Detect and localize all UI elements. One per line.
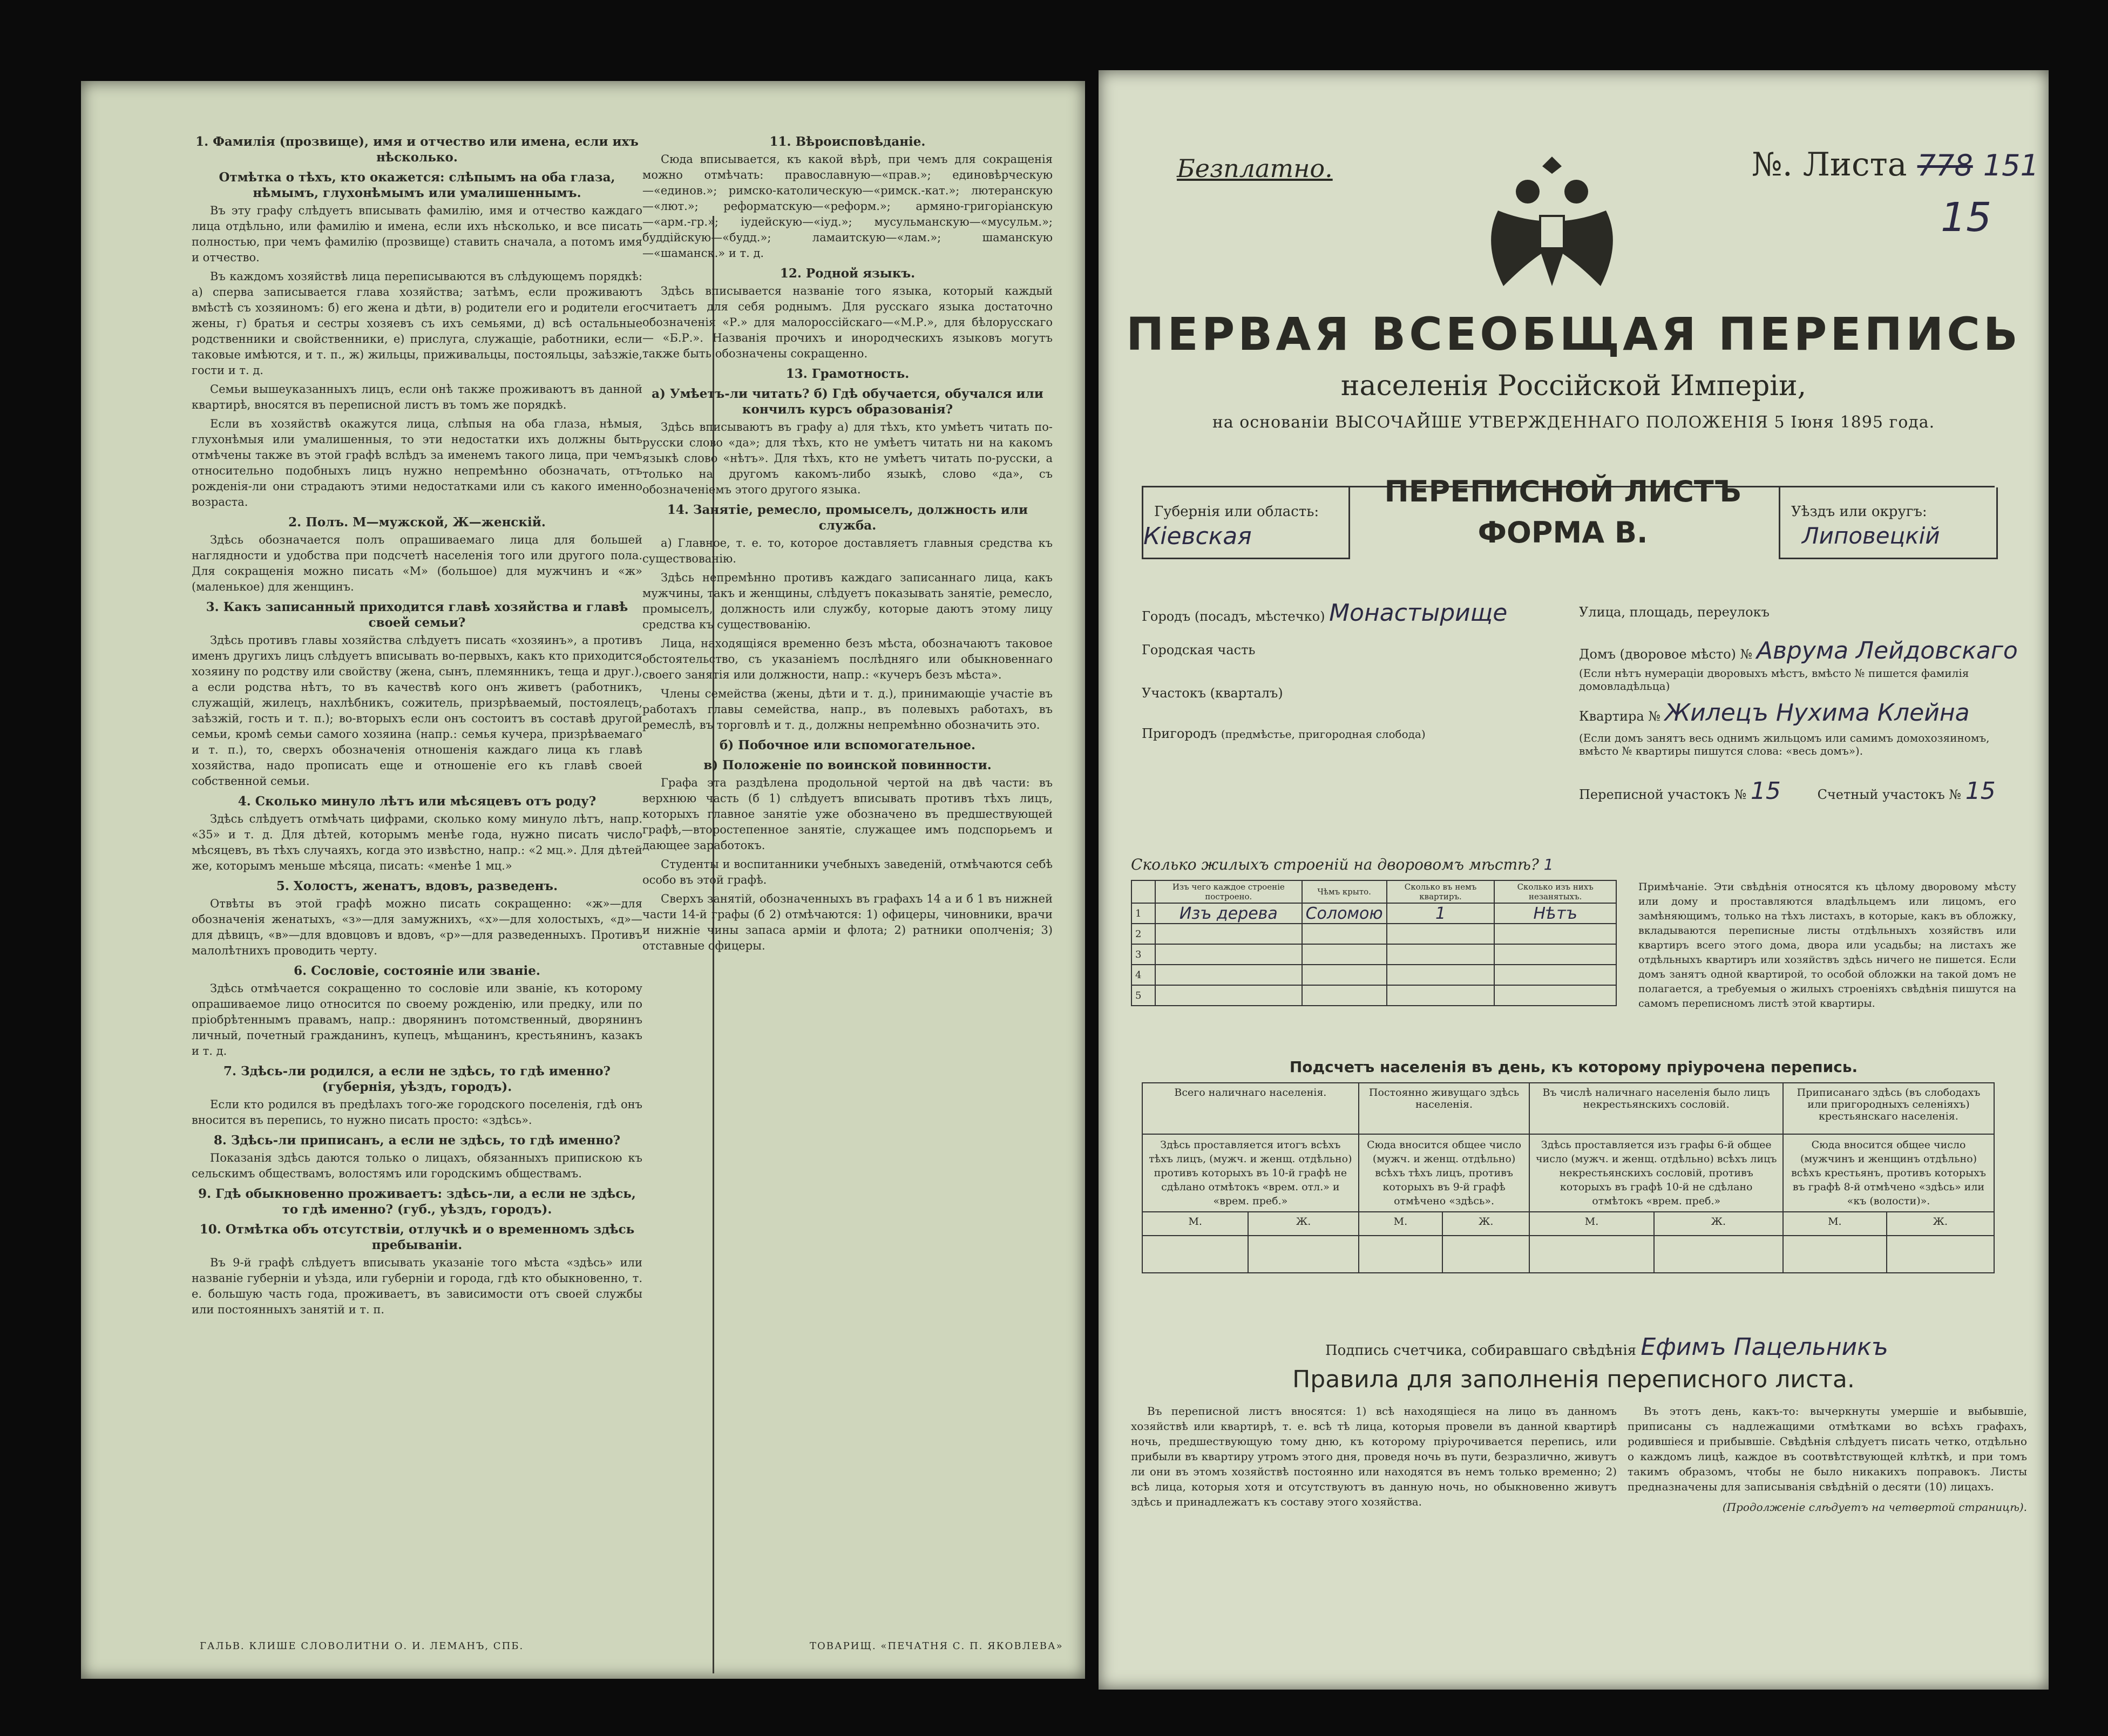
population-male-label: М. — [1783, 1212, 1887, 1236]
population-male-value — [1529, 1236, 1653, 1273]
population-column-header: Постоянно живущаго здѣсь населенія. — [1359, 1083, 1530, 1134]
bld-header-material: Изъ чего каждое строеніе построено. — [1155, 880, 1302, 903]
building-flats-cell — [1387, 985, 1495, 1006]
district-numbers — [1579, 777, 1996, 805]
population-female-label: Ж. — [1654, 1212, 1783, 1236]
bld-header-vacant: Сколько изъ нихъ незанятыхъ. — [1494, 880, 1616, 903]
building-n-cell: 2 — [1131, 924, 1155, 944]
population-table — [1142, 1082, 1995, 1273]
instruction-heading: Отмѣтка о тѣхъ, кто окажется: слѣпымъ на оба глаза, нѣмымъ, глухонѣмымъ или умалишеннымъ. — [219, 170, 615, 200]
signature-value: Ефимъ Пацельникъ — [1641, 1333, 1888, 1361]
rules-column-a — [1131, 1403, 1617, 1509]
instruction-paragraph: Въ эту графу слѣдуетъ вписывать фамилію, имя и отчество каждаго лица отдѣльно, или фамилію и имена, если ихъ нѣсколько, и все писать полностью, при чемъ фамилію (прозвище) ставить сначала, а потомъ имя и отчество. — [192, 204, 642, 264]
table-row — [1131, 944, 1616, 965]
population-female-value — [1887, 1236, 1994, 1273]
count-district-value: 15 — [1965, 777, 1996, 805]
instruction-heading: 3. Какъ записанный приходится главѣ хозяйства и главѣ своей семьи? — [206, 600, 628, 630]
instruction-heading: 9. Гдѣ обыкновенно проживаетъ: здѣсь-ли, а если не здѣсь, то гдѣ именно? (губ., уѣздъ, городъ). — [198, 1186, 636, 1217]
instruction-heading: 4. Сколько минуло лѣтъ или мѣсяцевъ отъ роду? — [238, 794, 597, 809]
instruction-heading: 1. Фамилія (прозвище), имя и отчество или имена, если ихъ нѣсколько. — [195, 134, 639, 165]
population-female-value — [1442, 1236, 1529, 1273]
instruction-paragraph: Семьи вышеуказанныхъ лицъ, если онѣ также проживаютъ въ данной квартирѣ, вносятся въ переписной листъ въ томъ же порядкѣ. — [192, 383, 642, 411]
instruction-heading: 10. Отмѣтка объ отсутствіи, отлучкѣ и о временномъ здѣсь пребываніи. — [199, 1222, 635, 1252]
building-material-cell: Изъ дерева — [1155, 903, 1302, 924]
gubernia-value: Кіевская — [1143, 523, 1252, 550]
city-field — [1142, 599, 1507, 627]
instruction-heading: 12. Родной языкъ. — [780, 266, 916, 281]
building-flats-cell — [1387, 965, 1495, 985]
flat-label: Квартира № — [1579, 709, 1661, 724]
population-table-description — [1142, 1134, 1994, 1212]
population-table-values — [1142, 1236, 1994, 1273]
table-row — [1131, 985, 1616, 1006]
instruction-paragraph: Если въ хозяйствѣ окажутся лица, слѣпыя на оба глаза, нѣмыя, глухонѣмыя или умалишенныя, то эти недостатки ихъ должны быть отмѣчены также въ этой графѣ вслѣдъ за именемъ такого лица, при чемъ относительно подобныхъ лицъ нужно непремѣнно обозначать, отъ рожденія-ли они страдаютъ этими недостатками или съ какого именно возраста. — [192, 417, 642, 508]
imprint-right: ТОВАРИЩ. «ПЕЧАТНЯ С. П. ЯКОВЛЕВА» — [810, 1640, 1063, 1652]
free-label: Безплатно. — [1177, 154, 1333, 183]
instruction-paragraph: Сюда вписывается, къ какой вѣрѣ, при чемъ для сокращенія можно отмѣчать: православную—«прав.»; единовѣрческую—«единов.»; римско-католическую—«римск.-кат.»; лютеранскую—«лют.»; реформатскую—«реформ.»; армяно-григоріанскую—«арм.-гр.»; іудейскую—«іуд.»; мусульманскую—«мусульм.»; буддійскую—«будд.»; ламаитскую—«лам.»; шаманскую—«шаманск.» и т. д. — [642, 153, 1053, 260]
house-note: (Если нѣтъ нумераціи дворовыхъ мѣстъ, вмѣсто № пишется фамилія домовладѣльца) — [1579, 667, 1969, 693]
rules-title: Правила для заполненія переписного листа. — [1292, 1366, 1855, 1393]
building-roof-cell: Соломою — [1302, 903, 1387, 924]
instructions-column-a — [192, 130, 642, 1321]
building-n-cell: 3 — [1131, 944, 1155, 965]
building-roof-cell — [1302, 924, 1387, 944]
instruction-heading: 11. Вѣроисповѣданіе. — [769, 134, 926, 149]
city-part-label: Городская часть — [1142, 642, 1256, 657]
population-female-value — [1248, 1236, 1358, 1273]
building-vacant-cell — [1494, 985, 1616, 1006]
instruction-paragraph: Здѣсь обозначается полъ опрашиваемаго лица для большей наглядности и удобства при подсчетѣ населенія того или другого пола. Для сокращенія можно писать «М» (большое) для мужчинъ и «ж» (маленькое) для женщинъ. — [192, 533, 642, 593]
population-male-value — [1783, 1236, 1887, 1273]
left-page — [81, 81, 1085, 1679]
handwritten-number: 15 — [1941, 194, 1992, 241]
building-material-cell — [1155, 924, 1302, 944]
instruction-paragraph: Здѣсь противъ главы хозяйства слѣдуетъ писать «хозяинъ», а противъ именъ другихъ лицъ слѣдуетъ вписывать во-первыхъ, какъ кто приходится хозяину по родству или свойству (жена, сынъ, племянникъ, теща и друг.), а если родства нѣтъ, то въ качествѣ кого онъ живетъ (работникъ, служащій, жилецъ, нахлѣбникъ, сожитель, призрѣваемый, постоялецъ, заѣзжій, гость и т. п.); во-вторыхъ если онъ состоитъ въ составѣ другой семьи, кромѣ семьи самого хозяина (напр.: семья кучера, призрѣваемаго и т. п.), то, сверхъ обозначенія отношенія каждаго лица къ главѣ хозяйства, надо прописать еще и отношеніе его къ главѣ своей собственной семьи. — [192, 634, 642, 788]
imprint-left: ГАЛЬВ. КЛИШЕ СЛОВОЛИТНИ О. И. ЛЕМАНЪ, СПБ. — [200, 1640, 524, 1652]
population-female-label: Ж. — [1887, 1212, 1994, 1236]
instruction-paragraph: Показанія здѣсь даются только о лицахъ, обязанныхъ припискою къ сельскимъ обществамъ, волостямъ или городскимъ обществамъ. — [192, 1151, 642, 1180]
instruction-heading: 8. Здѣсь-ли приписанъ, а если не здѣсь, то гдѣ именно? — [213, 1133, 621, 1148]
instruction-paragraph: Отвѣты въ этой графѣ можно писать сокращенно: «ж»—для обозначенія женатыхъ, «з»—для замужнихъ, «х»—для холостыхъ, «д»—для дѣвицъ, «в»—для вдовцовъ и вдовъ, «р»—для разведенныхъ. Противъ малолѣтнихъ проводить черту. — [192, 897, 642, 957]
population-female-value — [1654, 1236, 1783, 1273]
enumerator-signature — [1325, 1333, 1888, 1361]
instruction-heading: 14. Занятіе, ремесло, промыселъ, должность или служба. — [667, 503, 1028, 533]
population-table-sex-row — [1142, 1212, 1994, 1236]
house-field — [1579, 637, 2018, 664]
table-row — [1131, 924, 1616, 944]
building-n-cell: 4 — [1131, 965, 1155, 985]
table-row — [1131, 965, 1616, 985]
population-male-label: М. — [1529, 1212, 1653, 1236]
population-column-header: Приписанаго здѣсь (въ слободахъ или пригородныхъ селеніяхъ) крестьянскаго населенія. — [1783, 1083, 1994, 1134]
population-column-description: Здѣсь проставляется итогъ всѣхъ тѣхъ лицъ, (мужч. и женщ. отдѣльно) противъ которыхъ въ 10-й графѣ не сдѣлано отмѣтокъ «врем. отл.» и «врем. преб.» — [1142, 1134, 1359, 1212]
double-headed-eagle-icon — [1476, 146, 1628, 308]
sheet-number-value: 151 — [1983, 148, 2039, 182]
street-label: Улица, площадь, переулокъ — [1579, 605, 1770, 620]
building-roof-cell — [1302, 965, 1387, 985]
building-n-cell: 5 — [1131, 985, 1155, 1006]
instruction-heading: 5. Холостъ, женатъ, вдовъ, разведенъ. — [276, 879, 558, 893]
population-column-description: Здѣсь проставляется изъ графы 6-й общее число (мужч. и женщ. отдѣльно) всѣхъ лицъ некрестьянскихъ сословій, противъ которыхъ въ графѣ 10-й не сдѣлано отмѣтокъ «врем. преб.» — [1529, 1134, 1783, 1212]
house-label: Домъ (дворовое мѣсто) № — [1579, 647, 1753, 662]
instruction-paragraph: Въ каждомъ хозяйствѣ лица переписываются въ слѣдующемъ порядкѣ: а) сперва записывается глава хозяйства; затѣмъ, если проживаютъ вмѣстѣ съ хозяиномъ: б) его жена и дѣти, в) родители его и родители его жены, г) братья и сестры хозяевъ съ ихъ семьями, д) всѣ остальные родственники и свойственники, е) прислуга, служащіе, работники, если таковые имѣются, и т. п., ж) жильцы, приживальцы, постояльцы, заѣзжіе, гости и т. д. — [192, 270, 642, 377]
census-district-value: 15 — [1750, 777, 1781, 805]
buildings-question — [1131, 856, 1554, 873]
sheet-number-label: №. Листа — [1752, 146, 1907, 184]
count-district-label: Счетный участокъ № — [1817, 787, 1962, 802]
instruction-heading: 6. Сословіе, состояніе или званіе. — [294, 964, 540, 978]
population-column-header: Всего наличнаго населенія. — [1142, 1083, 1359, 1134]
buildings-table — [1131, 880, 1617, 1006]
flat-field — [1579, 699, 1970, 727]
buildings-note: Примѣчаніе. Эти свѣдѣнія относятся къ цѣлому дворовому мѣсту или дому и проставляются владѣльцемъ или лицомъ, его замѣняющимъ, только на тѣхъ листахъ, в которые, какъ въ обложку, вкладываются переписные листы отдѣльныхъ хозяйствъ или квартиръ всего этого дома, двора или усадьбы; на листахъ же отдѣльныхъ квартиръ или хозяйствъ здѣсь ничего не пишется. Если домъ занятъ одной квартирой, то особой обложки на такой домъ не полагается, а требуемыя о жилыхъ строеніяхъ свѣдѣнія пишутся на самомъ переписномъ листѣ этой квартиры. — [1638, 881, 2016, 1009]
instruction-heading: б) Побочное или вспомогательное. — [720, 738, 975, 752]
city-label: Городъ (посадъ, мѣстечко) — [1142, 609, 1325, 624]
population-female-label: Ж. — [1248, 1212, 1358, 1236]
building-n-cell: 1 — [1131, 903, 1155, 924]
building-roof-cell — [1302, 985, 1387, 1006]
instruction-paragraph: Въ 9-й графѣ слѣдуетъ вписывать указаніе того мѣста «здѣсь» или названіе губерніи и уѣзда, или губерніи и города, гдѣ кто обыкновенно, т. е. большую часть года, проживаетъ, въ зависимости отъ своей службы или постоянныхъ занятій и т. п. — [192, 1256, 642, 1316]
instruction-paragraph: Если кто родился въ предѣлахъ того-же городского поселенія, гдѣ онъ вносится въ перепись, то нужно писать просто: «здѣсь». — [192, 1098, 642, 1127]
building-vacant-cell: Нѣтъ — [1494, 903, 1616, 924]
building-vacant-cell — [1494, 944, 1616, 965]
instruction-paragraph: Сверхъ занятій, обозначенныхъ въ графахъ 14 а и б 1 въ нижней части 14-й графы (б 2) отмѣчаются: 1) офицеры, чиновники, врачи и нижніе чины запаса армiи и флота; 2) ратники ополченія; 3) отставные офицеры. — [642, 892, 1053, 952]
population-male-value — [1142, 1236, 1248, 1273]
instruction-paragraph: Лица, находящіяся временно безъ мѣста, обозначаютъ таковое обстоятельство, съ указаніемъ послѣдняго или обыкновеннаго своего занятія или должности, напр.: «кучеръ безъ мѣста». — [642, 637, 1053, 681]
suburb-field — [1142, 726, 1426, 741]
instruction-heading: 7. Здѣсь-ли родился, а если не здѣсь, то гдѣ именно? (губернія, уѣздъ, городъ). — [223, 1064, 611, 1094]
signature-label: Подпись счетчика, собиравшаго свѣдѣнія — [1325, 1342, 1637, 1359]
instruction-heading: а) Умѣетъ-ли читать? б) Гдѣ обучается, обучался или кончилъ курсъ образованія? — [652, 386, 1043, 417]
buildings-value: 1 — [1543, 856, 1554, 873]
house-value: Аврума Лейдовскаго — [1756, 637, 2018, 664]
building-flats-cell — [1387, 944, 1495, 965]
building-material-cell — [1155, 965, 1302, 985]
suburb-label: Пригородъ — [1142, 726, 1217, 741]
instruction-paragraph: Здѣсь вписываютъ въ графу а) для тѣхъ, кто умѣетъ читать по-русски слово «да»; для тѣхъ, кто не умѣетъ читать ни на какомъ языкѣ слово «нѣтъ». Для тѣхъ, кто не умѣетъ читать по-русски, а только на другомъ какомъ-либо языкѣ, слово «да», съ обозначеніемъ этого другого языка. — [642, 421, 1053, 496]
suburb-note: (предмѣстье, пригородная слобода) — [1221, 728, 1426, 741]
census-title: ПЕРВАЯ ВСЕОБЩАЯ ПЕРЕПИСЬ — [1126, 308, 2021, 361]
population-column-description: Сюда вносится общее число (мужч. и женщ. отдѣльно) всѣхъ тѣхъ лицъ, противъ которыхъ въ 9-й графѣ отмѣчено «здѣсь». — [1359, 1134, 1530, 1212]
gubernia-label: Губернія или область: — [1154, 504, 1319, 520]
buildings-table-header — [1131, 880, 1616, 903]
instruction-heading: 2. Полъ. М—мужской, Ж—женскій. — [288, 515, 546, 530]
instructions-column-b — [642, 130, 1053, 957]
district-label: Участокъ (кварталъ) — [1142, 686, 1283, 701]
instruction-paragraph: Здѣсь вписывается названіе того языка, который каждый считаетъ для себя роднымъ. Для русскаго языка достаточно обозначенія «Р.» для малороссійскаго—«М.Р.», для бѣлорусскаго — «Б.Р.». Названія прочихъ и инородческихъ языковъ могутъ также быть обозначены сокращенно. — [642, 284, 1053, 360]
building-vacant-cell — [1494, 924, 1616, 944]
rules-column-b — [1628, 1403, 2027, 1515]
instruction-paragraph: Здѣсь отмѣчается сокращенно то сословіе или званіе, къ которому опрашиваемое лицо относится по своему рожденію, или предку, или по пріобрѣтеннымъ правамъ, напр.: дворянинъ потомственный, дворянинъ личный, почетный гражданинъ, купецъ, мѣщанинъ, крестьянинъ, казакъ и т. д. — [192, 982, 642, 1057]
instruction-paragraph: Здѣсь слѣдуетъ отмѣчать цифрами, сколько кому минуло лѣтъ, напр. «35» и т. д. Для дѣтей, которымъ менѣе года, нужно писать число мѣсяцевъ, въ тѣхъ случаяхъ, когда это извѣстно, напр.: «2 мц.». Для дѣтей же, которымъ меньше мѣсяца, писать: «менѣе 1 мц.» — [192, 812, 642, 872]
instruction-paragraph: а) Главное, т. е. то, которое доставляетъ главныя средства къ существованію. — [642, 537, 1053, 565]
population-male-label: М. — [1142, 1212, 1248, 1236]
instruction-paragraph: Графа эта раздѣлена продольной чертой на двѣ части: въ верхнюю часть (б 1) слѣдуетъ вписывать противъ тѣхъ лицъ, которыхъ главное занятіе уже обозначено въ предшествующей графѣ,—второстепенное занятіе, служащее имъ подспорьемъ и дающее заработокъ. — [642, 776, 1053, 852]
census-district-label: Переписной участокъ № — [1579, 787, 1747, 802]
rules-text-b: Въ этотъ день, какъ-то: вычеркнуты умершіе и выбывшіе, приписаны съ надлежащими отмѣтками во всѣхъ графахъ, родившіеся и прибывшіе. Свѣдѣнія слѣдуетъ писать четко, отдѣльно о каждомъ лицѣ, каждое въ соотвѣтствующей клѣткѣ, и при томъ такимъ образомъ, чтобы не было никакихъ поправокъ. Листы предназначены для записыванія свѣдѣній о десяти (10) лицахъ. — [1628, 1405, 2027, 1493]
uezd-value: Липовецкій — [1802, 523, 1940, 549]
form-title-line-1: ПЕРЕПИСНОЙ ЛИСТЪ — [1384, 474, 1741, 508]
buildings-label: Сколько жилыхъ строеній на дворовомъ мѣстѣ? — [1131, 856, 1539, 873]
building-material-cell — [1155, 944, 1302, 965]
population-column-header: Въ числѣ наличнаго населенія было лицъ некрестьянскихъ сословій. — [1529, 1083, 1783, 1134]
uezd-label: Уѣздъ или округъ: — [1791, 504, 1927, 520]
population-title: Подсчетъ населенія въ день, къ которому пріурочена перепись. — [1289, 1058, 1858, 1076]
instruction-paragraph: Члены семейства (жены, дѣти и т. д.), принимающіе участіе въ работахъ главы семейства, напр., въ полевыхъ работахъ, въ ремеслѣ, въ торговлѣ и т. д., должны непремѣнно обозначить это. — [642, 687, 1053, 731]
population-table-header — [1142, 1083, 1994, 1134]
instruction-heading: в) Положеніе по воинской повинности. — [703, 758, 992, 772]
right-page — [1099, 70, 2049, 1690]
bld-header-roof: Чѣмъ крыто. — [1302, 880, 1387, 903]
rules-text-a: Въ переписной листъ вносятся: 1) всѣ находящіеся на лицо въ данномъ хозяйствѣ или квартирѣ, т. е. всѣ тѣ лица, которыя провели въ данной квартирѣ ночь, предшествующую тому дню, къ которому пріурочивается перепись, или прибыли въ квартиру утромъ этого дня, проведя ночь въ пути, безразлично, живутъ ли они въ этомъ хозяйствѣ постоянно или находятся въ немъ только временно; 2) всѣ лица, которыя хотя и отсутствуютъ въ данную ночь, но обыкновенно живутъ здѣсь и принадлежатъ къ составу этого хозяйства. — [1131, 1405, 1617, 1508]
building-roof-cell — [1302, 944, 1387, 965]
gubernia-box — [1142, 487, 1350, 559]
population-female-label: Ж. — [1442, 1212, 1529, 1236]
table-row — [1131, 903, 1616, 924]
sheet-number — [1752, 146, 2039, 184]
legal-basis: на основаніи ВЫСОЧАЙШЕ УТВЕРЖДЕННАГО ПОЛОЖЕНІЯ 5 Іюня 1895 года. — [1212, 413, 1935, 432]
building-vacant-cell — [1494, 965, 1616, 985]
flat-value: Жилецъ Нухима Клейна — [1664, 699, 1970, 727]
bld-header-flats: Сколько въ немъ квартиръ. — [1387, 880, 1495, 903]
census-subtitle: населенія Россійской Имперіи, — [1340, 370, 1807, 402]
city-value: Монастырище — [1329, 599, 1508, 627]
building-flats-cell — [1387, 924, 1495, 944]
instruction-heading: 13. Грамотность. — [785, 367, 910, 381]
instruction-paragraph: Здѣсь непремѣнно противъ каждаго записаннаго лица, какъ мужчины, такъ и женщины, слѣдуетъ показывать занятіе, ремесло, промыселъ, должность или службу, которые даютъ этому лицу средства къ существованію. — [642, 571, 1053, 631]
population-column-description: Сюда вносится общее число (мужчинъ и женщинъ отдѣльно) всѣхъ крестьянъ, противъ которыхъ въ графѣ 8-й отмѣчено «здѣсь» или «къ (волости)». — [1783, 1134, 1994, 1212]
form-header — [1142, 474, 1995, 563]
instruction-paragraph: Студенты и воспитанники учебныхъ заведеній, отмѣчаются себѣ особо въ этой графѣ. — [642, 858, 1053, 886]
population-male-value — [1359, 1236, 1442, 1273]
rules-continued: (Продолженіе слѣдуетъ на четвертой страницѣ). — [1722, 1501, 2027, 1514]
sheet-number-struck: 778 — [1917, 148, 1973, 182]
building-material-cell — [1155, 985, 1302, 1006]
uezd-box — [1779, 487, 1998, 559]
flat-note: (Если домъ занятъ весь однимъ жильцомъ или самимъ домохозяиномъ, вмѣсто № квартиры пишутся слова: «весь домъ»). — [1579, 731, 1990, 757]
building-flats-cell: 1 — [1387, 903, 1495, 924]
form-title — [1368, 471, 1757, 553]
form-title-line-2: ФОРМА В. — [1477, 516, 1648, 550]
population-male-label: М. — [1359, 1212, 1442, 1236]
